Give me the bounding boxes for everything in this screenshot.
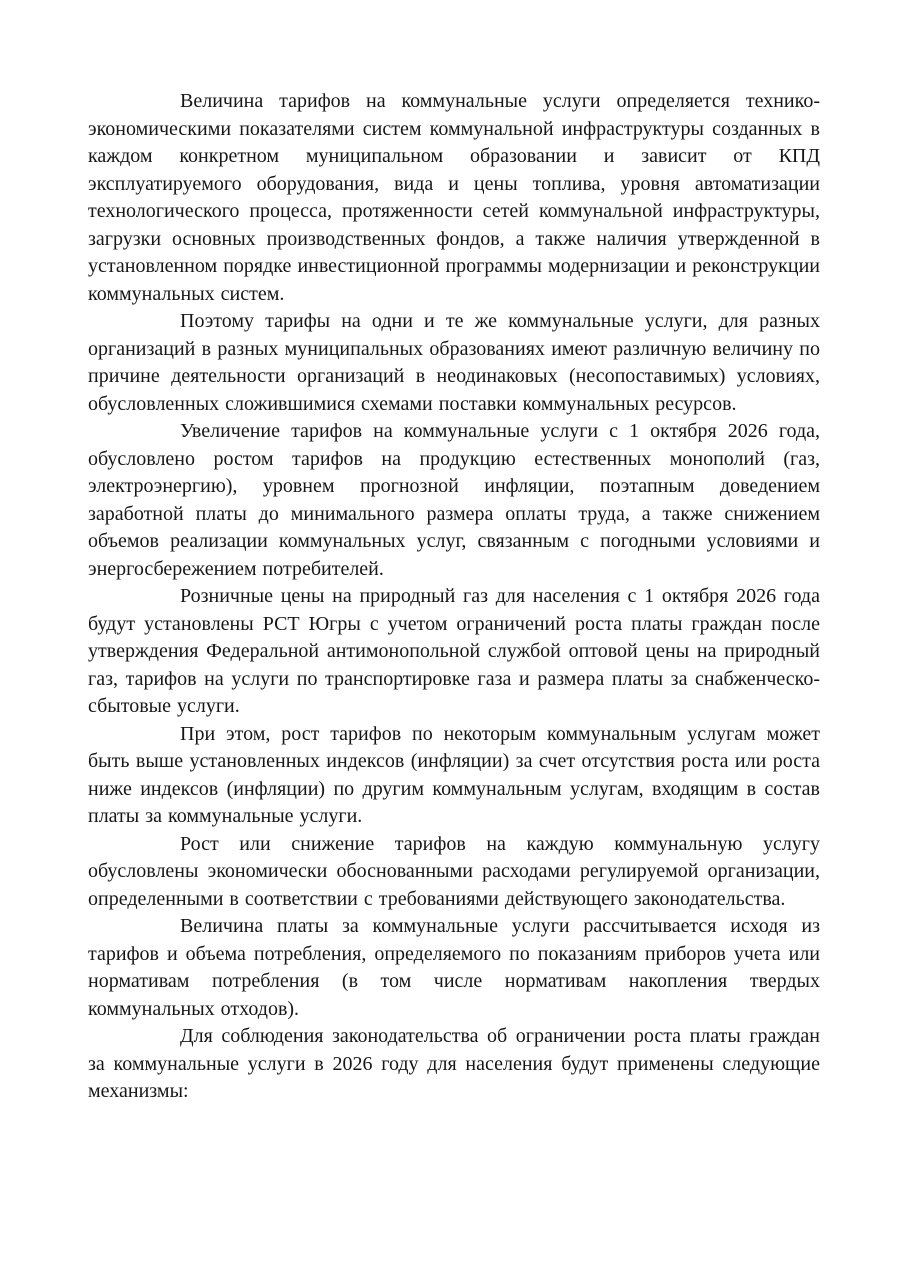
paragraph-mechanisms-intro: Для соблюдения законодательства об ограничении роста платы граждан за коммунальные услуги в 2026 году для населения будут применены следующие механизмы: [88,1025,820,1102]
paragraph-tariff-differences: Поэтому тарифы на одни и те же коммунальные услуги, для разных организаций в разных муниципальных образованиях имеют различную величину по причине деятельности организаций в неодинаковых (несопоставимых) условиях, обусловленных сложившимися схемами поставки коммунальных ресурсов. [88,310,820,415]
paragraph-tariff-increase-reasons: Увеличение тарифов на коммунальные услуги с 1 октября 2026 года, обусловлено ростом тарифов на продукцию естественных монополий (газ, электроэнергию), уровнем прогнозной инфляции, поэтапным доведением заработной платы до минимального размера оплаты труда, а также снижением объемов реализации коммунальных услуг, связанным с погодными условиями и энергосбережением потребителей. [88,420,820,580]
paragraph-tariff-determinants: Величина тарифов на коммунальные услуги определяется технико-экономическими показателями систем коммунальной инфраструктуры созданных в каждом конкретном муниципальном образовании и зависит от КПД эксплуатируемого оборудования, вида и цены топлива, уровня автоматизации технологического процесса, протяженности сетей коммунальной инфраструктуры, загрузки основных производственных фондов, а также наличия утвержденной в установленном порядке инвестиционной программы модернизации и реконструкции коммунальных систем. [88,90,820,305]
paragraph-cost-justification: Рост или снижение тарифов на каждую коммунальную услугу обусловлены экономически обоснованными расходами регулируемой организации, определенными в соответствии с требованиями действующего законодательства. [88,832,820,910]
paragraph-gas-retail-prices: Розничные цены на природный газ для населения с 1 октября 2026 года будут установлены РСТ Югры с учетом ограничений роста платы граждан после утверждения Федеральной антимонопольной службой оптовой цены на природный газ, тарифов на услуги по транспортировке газа и размера платы за снабженческо-сбытовые услуги. [88,585,820,717]
paragraph-payment-calculation: Величина платы за коммунальные услуги рассчитывается исходя из тарифов и объема потребления, определяемого по показаниям приборов учета или нормативам потребления (в том числе нормативам накопления твердых коммунальных отходов). [88,915,820,1020]
document-text-block [88,88,820,1106]
paragraph-index-deviations: При этом, рост тарифов по некоторым коммунальным услугам может быть выше установленных индексов (инфляции) за счет отсутствия роста или роста ниже индексов (инфляции) по другим коммунальным услугам, входящим в состав платы за коммунальные услуги. [88,722,820,827]
